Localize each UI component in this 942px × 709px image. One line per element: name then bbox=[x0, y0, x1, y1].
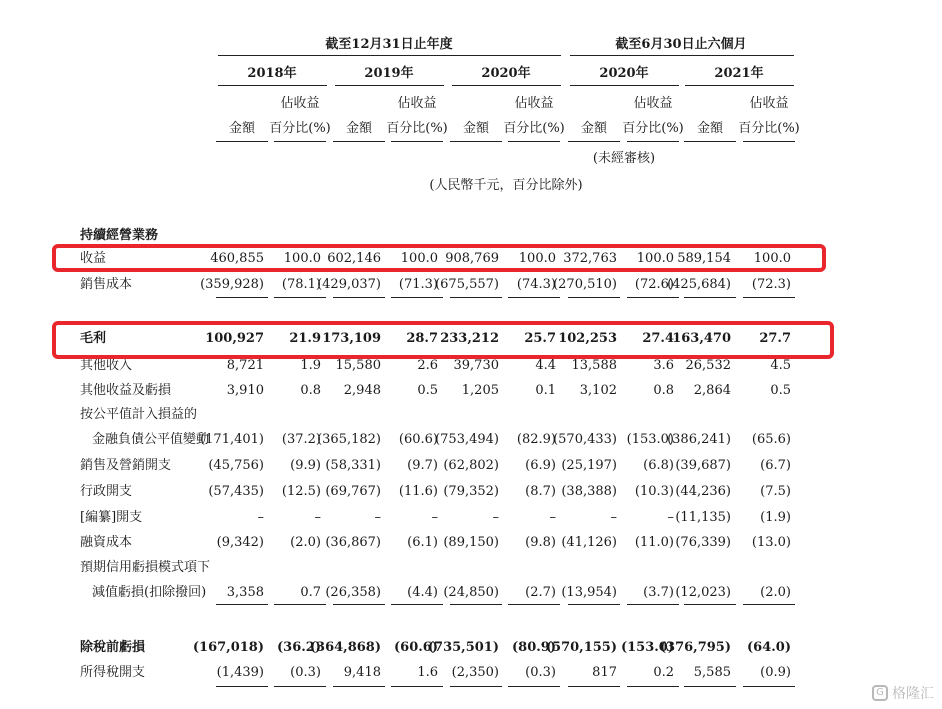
year-2020-h1: 2020年 bbox=[599, 66, 649, 81]
cell-percentage: (80.9) bbox=[512, 640, 556, 655]
cell-amount: (12,023) bbox=[675, 585, 731, 600]
cell-percentage: (11.0) bbox=[634, 535, 674, 550]
col-header-rule bbox=[216, 141, 268, 142]
cell-percentage: (8.7) bbox=[525, 484, 556, 499]
col-pct-header-line2: 百分比(%) bbox=[269, 121, 331, 136]
row-label: 收益 bbox=[80, 251, 107, 266]
cell-percentage: (11.6) bbox=[398, 484, 438, 499]
rule-after-impairment bbox=[274, 604, 326, 605]
cell-percentage: (9.8) bbox=[525, 535, 556, 550]
cell-percentage: (60.6) bbox=[398, 432, 438, 447]
cell-percentage: 2.6 bbox=[417, 358, 438, 373]
cell-amount: 102,253 bbox=[558, 331, 617, 346]
col-pct-header-line1: 佔收益 bbox=[280, 96, 320, 111]
cell-amount: (44,236) bbox=[675, 484, 731, 499]
header-rule-1 bbox=[218, 55, 561, 56]
cell-amount: (359,928) bbox=[200, 277, 264, 292]
cell-amount: (675,557) bbox=[435, 277, 499, 292]
year-rule-2 bbox=[335, 85, 444, 86]
rule-after-cost bbox=[568, 297, 620, 298]
cell-percentage: (6.9) bbox=[525, 458, 556, 473]
rule-bottom bbox=[391, 686, 443, 687]
col-header-rule bbox=[568, 141, 620, 142]
cell-amount: 3,102 bbox=[579, 383, 617, 398]
cell-amount: (753,494) bbox=[435, 432, 499, 447]
cell-amount: (1,439) bbox=[216, 665, 264, 680]
cell-amount: – bbox=[492, 510, 499, 525]
cell-percentage: (2.7) bbox=[525, 585, 556, 600]
row-label: 按公平值計入損益的 bbox=[80, 407, 198, 422]
cell-percentage: 27.7 bbox=[759, 331, 791, 346]
cell-percentage: (65.6) bbox=[751, 432, 791, 447]
year-2019: 2019年 bbox=[364, 66, 414, 81]
year-rule-5 bbox=[685, 85, 794, 86]
cell-percentage: (0.3) bbox=[290, 665, 321, 680]
header-group-six-months: 截至6月30日止六個月 bbox=[615, 37, 747, 52]
col-pct-header-line1: 佔收益 bbox=[633, 96, 673, 111]
col-header-rule bbox=[508, 141, 560, 142]
col-amount-header: 金額 bbox=[462, 121, 490, 136]
cell-percentage: (9.9) bbox=[290, 458, 321, 473]
cell-amount: (9,342) bbox=[216, 535, 264, 550]
cell-percentage: 0.5 bbox=[417, 383, 438, 398]
cell-percentage: – bbox=[667, 510, 674, 525]
cell-percentage: (7.5) bbox=[760, 484, 791, 499]
cell-amount: – bbox=[610, 510, 617, 525]
year-rule-4 bbox=[570, 85, 679, 86]
cell-percentage: 0.8 bbox=[653, 383, 674, 398]
cell-percentage: (6.7) bbox=[760, 458, 791, 473]
cell-amount: (386,241) bbox=[667, 432, 731, 447]
row-label: 金融負債公平值變動 bbox=[92, 432, 210, 447]
cell-percentage: (71.3) bbox=[398, 277, 438, 292]
rule-bottom bbox=[508, 686, 560, 687]
cell-percentage: 1.6 bbox=[417, 665, 438, 680]
col-header-rule bbox=[274, 141, 326, 142]
col-pct-header-line1: 佔收益 bbox=[514, 96, 554, 111]
cell-amount: 1,205 bbox=[461, 383, 499, 398]
col-pct-header-line2: 百分比(%) bbox=[386, 121, 448, 136]
cell-amount: 13,588 bbox=[571, 358, 617, 373]
cell-amount: (24,850) bbox=[443, 585, 499, 600]
cell-percentage: (78.1) bbox=[281, 277, 321, 292]
cell-amount: 15,580 bbox=[335, 358, 381, 373]
rule-after-impairment bbox=[391, 604, 443, 605]
row-label: 其他收益及虧損 bbox=[80, 383, 172, 398]
cell-amount: (26,358) bbox=[325, 585, 381, 600]
watermark-text: 格隆汇 bbox=[892, 686, 934, 702]
cell-percentage: 0.1 bbox=[535, 383, 556, 398]
rule-after-cost bbox=[216, 297, 268, 298]
cell-amount: (425,684) bbox=[667, 277, 731, 292]
cell-amount: (76,339) bbox=[675, 535, 731, 550]
cell-amount: (38,388) bbox=[561, 484, 617, 499]
rule-bottom bbox=[216, 686, 268, 687]
cell-percentage: (6.8) bbox=[643, 458, 674, 473]
rule-after-cost bbox=[391, 297, 443, 298]
rule-after-impairment bbox=[450, 604, 502, 605]
cell-amount: 26,532 bbox=[685, 358, 731, 373]
cell-percentage: 0.7 bbox=[300, 585, 321, 600]
rule-bottom bbox=[743, 686, 795, 687]
cell-amount: 3,910 bbox=[226, 383, 264, 398]
cell-amount: (270,510) bbox=[553, 277, 617, 292]
highlight-box-gross-profit bbox=[52, 321, 834, 359]
rule-after-cost bbox=[627, 297, 679, 298]
cell-percentage: 100.0 bbox=[636, 251, 674, 266]
cell-percentage: (2.0) bbox=[290, 535, 321, 550]
rule-bottom bbox=[274, 686, 326, 687]
cell-percentage: (36.2) bbox=[277, 640, 321, 655]
col-header-rule bbox=[684, 141, 736, 142]
row-label: 除稅前虧損 bbox=[80, 640, 146, 655]
cell-amount: 173,109 bbox=[322, 331, 381, 346]
cell-percentage: 100.0 bbox=[753, 251, 791, 266]
year-2018: 2018年 bbox=[247, 66, 297, 81]
rule-bottom bbox=[450, 686, 502, 687]
rule-after-impairment bbox=[216, 604, 268, 605]
col-amount-header: 金額 bbox=[696, 121, 724, 136]
cell-amount: 39,730 bbox=[453, 358, 499, 373]
cell-amount: 3,358 bbox=[226, 585, 264, 600]
unit-note: (人民幣千元，百分比除外) bbox=[429, 178, 583, 193]
col-header-rule bbox=[627, 141, 679, 142]
cell-amount: 9,418 bbox=[343, 665, 381, 680]
row-label: 融資成本 bbox=[80, 535, 133, 550]
cell-amount: 817 bbox=[592, 665, 617, 680]
cell-percentage: 25.7 bbox=[524, 331, 556, 346]
cell-percentage: 21.9 bbox=[289, 331, 321, 346]
col-pct-header-line2: 百分比(%) bbox=[738, 121, 800, 136]
cell-percentage: 28.7 bbox=[406, 331, 438, 346]
cell-amount: (429,037) bbox=[317, 277, 381, 292]
col-header-rule bbox=[391, 141, 443, 142]
cell-amount: (11,135) bbox=[675, 510, 731, 525]
cell-amount: (89,150) bbox=[443, 535, 499, 550]
cell-amount: 602,146 bbox=[327, 251, 381, 266]
col-header-rule bbox=[743, 141, 795, 142]
rule-bottom bbox=[684, 686, 736, 687]
cell-amount: (25,197) bbox=[561, 458, 617, 473]
cell-percentage: 0.8 bbox=[300, 383, 321, 398]
cell-percentage: (153.0) bbox=[620, 640, 674, 655]
col-pct-header-line1: 佔收益 bbox=[397, 96, 437, 111]
cell-percentage: (6.1) bbox=[407, 535, 438, 550]
row-label: 行政開支 bbox=[80, 484, 133, 499]
cell-amount: (58,331) bbox=[325, 458, 381, 473]
cell-amount: 372,763 bbox=[563, 251, 617, 266]
cell-amount: (36,867) bbox=[325, 535, 381, 550]
cell-amount: (69,767) bbox=[325, 484, 381, 499]
rule-after-impairment bbox=[743, 604, 795, 605]
cell-percentage: 100.0 bbox=[400, 251, 438, 266]
cell-percentage: 1.9 bbox=[300, 358, 321, 373]
row-label: 毛利 bbox=[80, 331, 107, 346]
cell-amount: – bbox=[257, 510, 264, 525]
cell-amount: (45,756) bbox=[208, 458, 264, 473]
cell-percentage: – bbox=[314, 510, 321, 525]
cell-amount: (570,433) bbox=[553, 432, 617, 447]
highlight-box-revenue bbox=[52, 244, 826, 272]
col-header-rule bbox=[450, 141, 502, 142]
cell-amount: (79,352) bbox=[443, 484, 499, 499]
col-pct-header-line2: 百分比(%) bbox=[503, 121, 565, 136]
cell-amount: – bbox=[374, 510, 381, 525]
cell-percentage: (74.3) bbox=[516, 277, 556, 292]
cell-percentage: (12.5) bbox=[281, 484, 321, 499]
unaudited-note: (未經審核) bbox=[592, 151, 656, 166]
rule-after-cost bbox=[450, 297, 502, 298]
cell-amount: (735,501) bbox=[427, 640, 499, 655]
cell-percentage: (72.6) bbox=[634, 277, 674, 292]
cell-percentage: (153.0) bbox=[626, 432, 674, 447]
cell-amount: (365,182) bbox=[317, 432, 381, 447]
cell-amount: (2,350) bbox=[451, 665, 499, 680]
col-pct-header-line1: 佔收益 bbox=[749, 96, 789, 111]
cell-percentage: (60.6) bbox=[394, 640, 438, 655]
row-label: 銷售及營銷開支 bbox=[80, 458, 172, 473]
rule-after-cost bbox=[684, 297, 736, 298]
cell-amount: 460,855 bbox=[210, 251, 264, 266]
cell-percentage: 0.5 bbox=[770, 383, 791, 398]
cell-percentage: 100.0 bbox=[518, 251, 556, 266]
cell-amount: 100,927 bbox=[205, 331, 264, 346]
year-rule-1 bbox=[218, 85, 327, 86]
cell-percentage: (9.7) bbox=[407, 458, 438, 473]
rule-bottom bbox=[627, 686, 679, 687]
rule-after-impairment bbox=[333, 604, 385, 605]
year-2020: 2020年 bbox=[481, 66, 531, 81]
cell-percentage: 0.2 bbox=[653, 665, 674, 680]
cell-amount: 589,154 bbox=[677, 251, 731, 266]
cell-percentage: 4.5 bbox=[770, 358, 791, 373]
col-header-rule bbox=[333, 141, 385, 142]
cell-amount: (39,687) bbox=[675, 458, 731, 473]
watermark bbox=[872, 683, 934, 703]
rule-after-cost bbox=[274, 297, 326, 298]
header-group-year-end: 截至12月31日止年度 bbox=[325, 37, 453, 52]
rule-bottom bbox=[333, 686, 385, 687]
year-rule-3 bbox=[452, 85, 561, 86]
rule-after-cost bbox=[333, 297, 385, 298]
cell-amount: (171,401) bbox=[200, 432, 264, 447]
cell-amount: 233,212 bbox=[440, 331, 499, 346]
cell-percentage: (82.9) bbox=[516, 432, 556, 447]
cell-amount: 163,470 bbox=[672, 331, 731, 346]
rule-after-impairment bbox=[568, 604, 620, 605]
col-amount-header: 金額 bbox=[345, 121, 373, 136]
cell-percentage: – bbox=[549, 510, 556, 525]
row-label: 銷售成本 bbox=[80, 277, 133, 292]
cell-percentage: (64.0) bbox=[747, 640, 791, 655]
cell-percentage: 27.4 bbox=[642, 331, 674, 346]
cell-amount: (41,126) bbox=[561, 535, 617, 550]
cell-percentage: (13.0) bbox=[751, 535, 791, 550]
cell-percentage: (4.4) bbox=[407, 585, 438, 600]
cell-percentage: 4.4 bbox=[535, 358, 556, 373]
rule-after-impairment bbox=[684, 604, 736, 605]
cell-percentage: (2.0) bbox=[760, 585, 791, 600]
row-label: 減值虧損(扣除撥回) bbox=[92, 585, 207, 600]
rule-after-cost bbox=[508, 297, 560, 298]
cell-amount: 8,721 bbox=[226, 358, 264, 373]
row-label: [編纂]開支 bbox=[80, 510, 143, 525]
cell-amount: (167,018) bbox=[192, 640, 264, 655]
cell-amount: 908,769 bbox=[445, 251, 499, 266]
cell-percentage: (0.9) bbox=[760, 665, 791, 680]
year-2021-h1: 2021年 bbox=[714, 66, 764, 81]
cell-percentage: (1.9) bbox=[760, 510, 791, 525]
cell-amount: 2,864 bbox=[693, 383, 731, 398]
cell-percentage: (0.3) bbox=[525, 665, 556, 680]
row-label: 預期信用虧損模式項下 bbox=[80, 560, 211, 575]
col-pct-header-line2: 百分比(%) bbox=[622, 121, 684, 136]
col-amount-header: 金額 bbox=[580, 121, 608, 136]
cell-amount: 5,585 bbox=[693, 665, 731, 680]
rule-after-impairment bbox=[508, 604, 560, 605]
row-label: 所得稅開支 bbox=[80, 665, 146, 680]
cell-amount: (13,954) bbox=[561, 585, 617, 600]
rule-after-impairment bbox=[627, 604, 679, 605]
row-label: 其他收入 bbox=[80, 358, 133, 373]
cell-percentage: – bbox=[431, 510, 438, 525]
cell-percentage: 3.6 bbox=[653, 358, 674, 373]
rule-bottom bbox=[568, 686, 620, 687]
cell-amount: 2,948 bbox=[343, 383, 381, 398]
watermark-logo-icon: G bbox=[872, 685, 888, 701]
col-amount-header: 金額 bbox=[228, 121, 256, 136]
rule-after-cost bbox=[743, 297, 795, 298]
cell-percentage: (72.3) bbox=[751, 277, 791, 292]
cell-percentage: (3.7) bbox=[643, 585, 674, 600]
cell-amount: (62,802) bbox=[443, 458, 499, 473]
cell-amount: (364,868) bbox=[309, 640, 381, 655]
cell-amount: (570,155) bbox=[545, 640, 617, 655]
section-title: 持續經營業務 bbox=[80, 228, 159, 243]
cell-percentage: (37.2) bbox=[281, 432, 321, 447]
cell-percentage: 100.0 bbox=[283, 251, 321, 266]
cell-percentage: (10.3) bbox=[634, 484, 674, 499]
cell-amount: (376,795) bbox=[659, 640, 731, 655]
header-rule-2 bbox=[570, 55, 794, 56]
cell-amount: (57,435) bbox=[208, 484, 264, 499]
